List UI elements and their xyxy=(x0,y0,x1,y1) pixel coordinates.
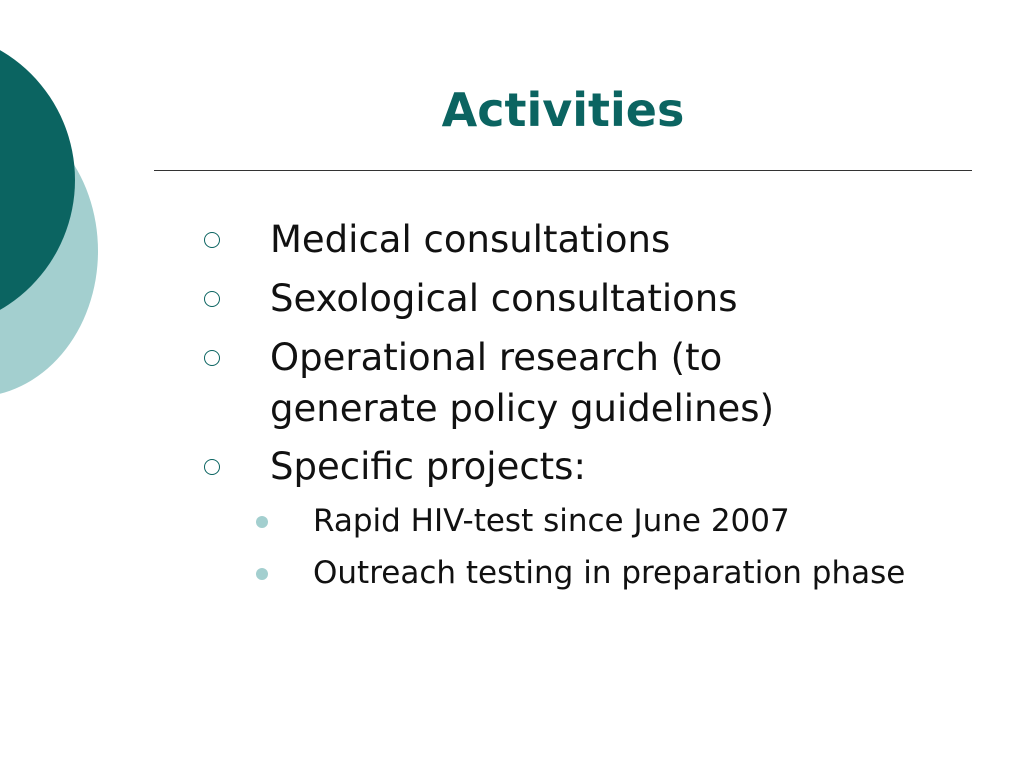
list-item xyxy=(270,441,890,492)
hollow-circle-bullet-icon xyxy=(204,232,220,248)
hollow-circle-bullet-icon xyxy=(204,291,220,307)
list-sub-item xyxy=(313,552,913,594)
slide-title: Activities xyxy=(441,83,685,137)
list-item xyxy=(270,332,890,434)
list-sub-item-text: Rapid HIV-test since June 2007 xyxy=(313,503,790,539)
solid-circle-bullet-icon xyxy=(256,516,268,528)
list-item-text: Sexological consultations xyxy=(270,277,738,320)
hollow-circle-bullet-icon xyxy=(204,350,220,366)
list-item-text: Operational research (to generate policy guidelines) xyxy=(270,336,775,430)
list-sub-item-text: Outreach testing in preparation phase xyxy=(313,555,906,591)
hollow-circle-bullet-icon xyxy=(204,459,220,475)
list-sub-item xyxy=(313,500,913,542)
solid-circle-bullet-icon xyxy=(256,568,268,580)
list-item xyxy=(270,273,890,324)
title-divider xyxy=(154,170,972,171)
list-item-text: Medical consultations xyxy=(270,218,671,261)
list-item xyxy=(270,214,890,265)
list-item-text: Specific projects: xyxy=(270,445,586,488)
